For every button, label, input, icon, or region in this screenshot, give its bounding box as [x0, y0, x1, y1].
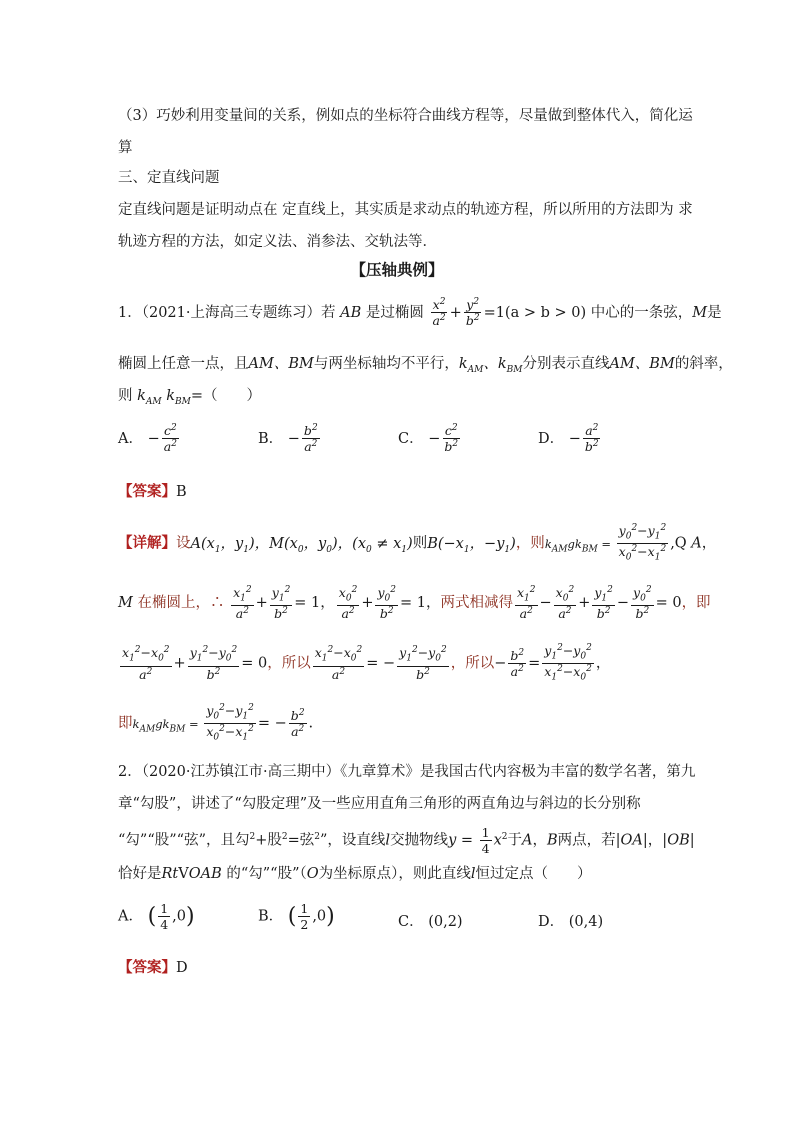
- q1-detail-line-1: 【详解】设$A(x_1$，$y_1$)，$M(x_0$，$y_0$)，$(x_0 \ne x_1)$则$B(-x_1$，$-y_1$)，则$k_{AM}gk_{BM}$ = $\frac{y_0^2-y_1^2}{x_0^2-x_1^2}$ ,Q A，: [118, 523, 717, 563]
- q1-d1b: ，则: [515, 535, 545, 552]
- detail-tag: 【详解】: [118, 534, 176, 552]
- q1-line2a: 椭圆上任意一点，且: [118, 356, 249, 372]
- heading-fixed-line: 三、定直线问题: [118, 170, 220, 186]
- q1-line2e: 的斜率，: [674, 356, 733, 372]
- section-title: 【压轴典例】: [350, 260, 444, 279]
- intro-line-1: （3）巧妙利用变量间的关系，例如点的坐标符合曲线方程等，尽量做到整体代入，简化运: [118, 108, 693, 124]
- q2-line3b: +股: [255, 832, 282, 849]
- q1-answer: [118, 480, 187, 501]
- q2-line3d: ”，设直线: [320, 832, 386, 849]
- ellipse-condition: =1(a > b > 0): [483, 304, 587, 321]
- definition-line-1: 定直线问题是证明动点在 定直线上，其实质是求动点的轨迹方程，所以所用的方法即为 求: [118, 202, 693, 218]
- q2-option-a[interactable]: A． ( $\frac{1}{4}$ ,0): [118, 901, 195, 933]
- q2-line-3: “勾”“股”“弦”，且勾$^2$+股$^2$=弦$^2$”，设直线l交抛物线y = $\frac{1}{4}$ $x^2$于A，B两点，若|OA|，|OB|: [118, 825, 695, 857]
- q1-line-1: 1．（2021·上海高三专题练习）若 AB 是过椭圆 $\frac{x^2}{a^2}$ + $\frac{y^2}{b^2}$ =1(a > b > 0) 中心的一条弦，M是: [118, 297, 722, 329]
- q1-d2: 在椭圆上，: [137, 595, 210, 612]
- q1-line2c: 与两坐标轴均不平行，: [313, 356, 459, 372]
- ellipse-frac-x: $\frac{x^2}{a^2}$: [432, 297, 446, 329]
- q1-line2b: AM、BM: [248, 356, 314, 372]
- answer-value-2: D: [176, 960, 188, 976]
- q2-line3e: 交抛物线: [390, 832, 449, 849]
- q1-d2c: ，即: [681, 595, 711, 612]
- answer-tag: 【答案】: [118, 483, 176, 500]
- definition-line-2: 轨迹方程的方法，如定义法、消参法、交轨法等．: [118, 234, 437, 250]
- q2-line3c: =弦: [287, 832, 315, 849]
- q2-line4c: 为坐标原点），则此直线: [318, 866, 471, 882]
- q2-line-4: 恰好是RtVOAB 的“勾”“股”（O为坐标原点），则此直线l恒过定点（ ）: [118, 866, 592, 882]
- q2-option-d[interactable]: D． (0,4): [538, 914, 604, 930]
- q1-line-3: 则 $k_{AM}$ $k_{BM}=$（ ）: [118, 388, 262, 407]
- q2-line4a: 恰好是: [118, 866, 162, 882]
- q2-line3a: “勾”“股”“弦”，且勾: [118, 832, 250, 849]
- q1-text-b: 中心的一条弦，: [590, 304, 693, 321]
- q1-d1: 设: [176, 535, 191, 552]
- q1-detail-line-3: $\frac{x_1^2-x_0^2}{a^2}$ + $\frac{y_1^2-y_0^2}{b^2}$ = 0，所以 $\frac{x_1^2-x_0^2}{a^2}$ = − $\frac{y_1^2-y_0^2}{b^2}$ ，所以− $\frac{b^2}{a^2}$ = $\frac{y_1^2-y_0^2}{x_1^2-x_0^2}$ ，: [122, 643, 611, 683]
- q2-line-1: 2．（2020·江苏镇江市·高三期中）《九章算术》是我国古代内容极为丰富的数学名著，第九: [118, 764, 696, 780]
- q1-d3: ，所以: [267, 655, 311, 672]
- answer-value: B: [176, 484, 187, 500]
- q1-line-2: 椭圆上任意一点，且AM、BM与两坐标轴均不平行，$k_{AM}$、$k_{BM}$分别表示直线AM、BM的斜率，: [118, 356, 733, 375]
- q1-detail-line-4: 即$k_{AM}gk_{BM}$ = $\frac{y_0^2-y_1^2}{x_0^2-x_1^2}$ = − $\frac{b^2}{a^2}$ .: [118, 703, 314, 743]
- slopes-k: $k_{AM}$、$k_{BM}$: [458, 356, 523, 375]
- q1-option-b[interactable]: B． − $\frac{b^2}{a^2}$: [258, 423, 318, 455]
- q2-line4d: 恒过定点（ ）: [475, 866, 592, 882]
- q1-option-c[interactable]: C． − $\frac{c^2}{b^2}$: [398, 423, 459, 455]
- q2-line3f: 于: [507, 832, 523, 849]
- q2-answer: [118, 956, 188, 977]
- q2-option-b[interactable]: B． ( $\frac{1}{2}$ ,0): [258, 901, 335, 933]
- q1-line3: 则: [118, 388, 133, 404]
- q1-text-a: 是过椭圆: [365, 304, 424, 321]
- q1-option-a[interactable]: A． − $\frac{c^2}{a^2}$: [118, 423, 177, 455]
- answer-tag-2: 【答案】: [118, 959, 176, 976]
- q1-line2d: 分别表示直线: [522, 356, 610, 372]
- q2-line4b: 的“勾”“股”（: [226, 866, 307, 882]
- q2-line3g: 两点，若: [557, 832, 616, 849]
- q1-d4: 即: [118, 715, 133, 732]
- q1-text-c: 是: [707, 304, 722, 321]
- q1-point-m: M: [692, 304, 708, 321]
- q1-d3b: ，所以: [450, 655, 495, 672]
- q2-line-2: 章“勾股”，讲述了“勾股定理”及一些应用直角三角形的两直角边与斜边的长分别称: [118, 796, 641, 812]
- q1-source: 1．（2021·上海高三专题练习）若: [118, 304, 336, 321]
- q1-option-d[interactable]: D． − $\frac{a^2}{b^2}$: [538, 423, 599, 455]
- q1-chord: AB: [340, 304, 362, 321]
- q1-line3b: =（ ）: [190, 388, 262, 404]
- ellipse-frac-y: $\frac{y^2}{b^2}$: [465, 297, 480, 329]
- q1-detail-line-2: M 在椭圆上，∴ $\frac{x_1^2}{a^2}$ + $\frac{y_1^2}{b^2}$ = 1， $\frac{x_0^2}{a^2}$ + $\frac{y_0^2}{b^2}$ = 1，两式相减得 $\frac{x_1^2}{a^2}$ − $\frac{x_0^2}{a^2}$ + $\frac{y_1^2}{b^2}$ − $\frac{y_0^2}{b^2}$ = 0，即: [118, 585, 711, 622]
- q1-d2b: 两式相减得: [440, 595, 513, 612]
- q2-option-c[interactable]: C． (0,2): [398, 914, 463, 930]
- intro-line-2: 算: [118, 140, 133, 156]
